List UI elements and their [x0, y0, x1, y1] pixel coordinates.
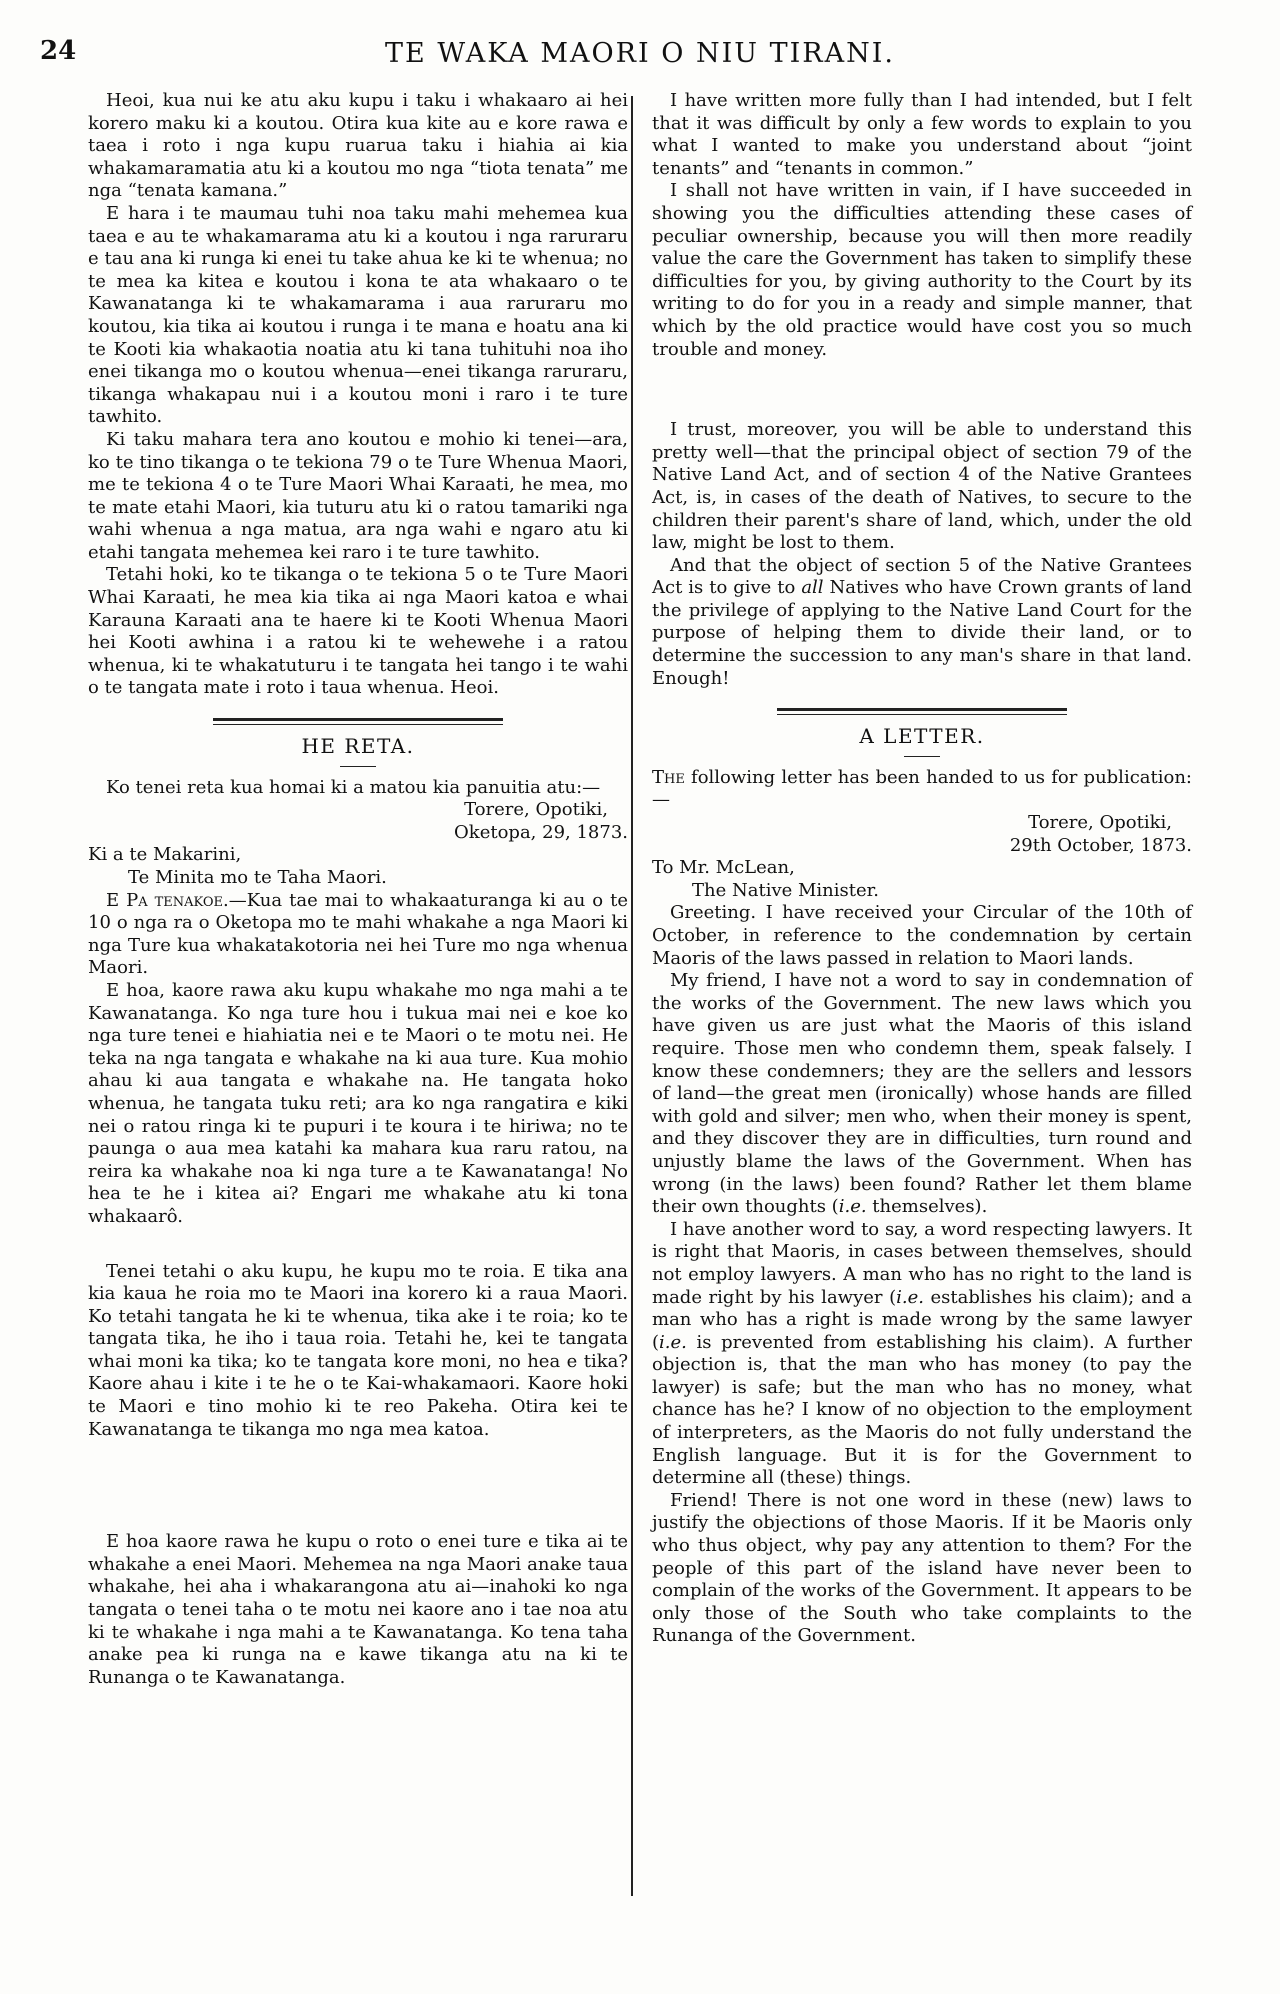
letter-recipient: Ki a te Makarini, — [88, 844, 242, 866]
letter-text: —Kua tae mai to whakaaturanga ki au o te 10 o nga ra o Oketopa mo te mahi whakahe a nga Maori ki nga Ture kua whakatakotoria nei hei Ture mo nga whenua Maori. — [88, 889, 628, 979]
italic-run: i.e. — [896, 1286, 924, 1308]
text-run: following letter has been handed to us for publication:— — [652, 766, 1192, 811]
letter-paragraph — [652, 1219, 1192, 1490]
paragraph: I have written more fully than I had intended, but I felt that it was difficult by only a few words to explain to you what I wanted to make you understand about “joint tenants” and “tenants in common.” — [652, 90, 1192, 179]
letter-recipient-title: The Native Minister. — [692, 879, 879, 901]
text-run: And that the object of section 5 of the Native Grantees Act is to give to — [652, 554, 1192, 599]
page-header — [0, 36, 1280, 76]
text-run: establishes his claim); and a man who has a right is made wrong by the same lawyer ( — [652, 1286, 1192, 1353]
column-divider — [631, 96, 633, 1896]
greeting: E Pa tenakoe. — [106, 889, 229, 911]
letter-recipient-title: Te Minita mo te Taha Maori. — [128, 867, 387, 888]
italic-run: all — [801, 577, 824, 599]
letter-paragraph: Tenei tetahi o aku kupu, he kupu mo te roia. E tika ana kia kaua he roia mo te Maori ina korero ki a raua Maori. Ko tetahi tangata he ki te whenua, tika ake i te roia; ko te tangata tika, he iho i taua roia. Tetahi he, kei te tangata whai moni ka tika; ko te tangata kore moni, no hea e tika? Kaore ahau i kite i te he o te Kai-whakamaori. Kaore hoki te Maori e tino mohio ki te reo Pakeha. Otira kei te Kawanatanga te tikanga mo nga mea katoa. — [88, 1260, 628, 1440]
italic-run: i.e. — [659, 1331, 687, 1353]
maori-column — [88, 90, 628, 1689]
newspaper-title: TE WAKA MAORI O NIU TIRANI. — [385, 38, 895, 69]
section-title: HE RETA. — [301, 734, 415, 759]
letter-paragraph — [88, 890, 628, 980]
text-run: My friend, I have not a word to say in condemnation of the works of the Government. The new laws which you have given us are just what the Maoris of this island require. Those men who condemn them, speak falsely. I know these condemners; they are the sellers and lessors of land—the great men (ironically) whose hands are filled with gold and silver; men who, when their money is spent, and they discover they are in difficulties, turn round and unjustly blame the laws of the Government. When has wrong (in the laws) been found? Rather let them blame their own thoughts ( — [652, 970, 1192, 1218]
small-caps-run: The — [652, 766, 685, 788]
title-rule — [340, 766, 376, 767]
paragraph: E hara i te maumau tuhi noa taku mahi mehemea kua taea e au te whakamarama atu ki a koutou i nga raruraru e tau ana ki runga ki enei tu take ahua ke ki te whenua; no te mea ka kitea e koutou i kona te ata whakaaro o te Kawanatanga ki te whakamarama i aua raruraru mo koutou, kia tika ai koutou i runga i te mana e hoatu ana ki te Kooti kia whakaotia noatia atu ki tana tuhituhi noa iho enei tikanga mo o koutou whenua—enei tikanga raruraru, tikanga whakapau nui i a koutou moni i raro i te ture tawhito. — [88, 202, 628, 428]
paragraph: Tetahi hoki, ko te tikanga o te tekiona 5 o te Ture Maori Whai Karaati, he mea kia tika ai nga Maori katoa e whai Karauna Karaati ana te haere ki te Kooti Whenua Maori hei Kooti awhina i a ratou ki te wehewehe i a ratou whenua, ki te whakatuturu i te tangata hei tango i te wahi o te tangata mate i roto i taua whenua. Heoi. — [88, 564, 628, 699]
text-run: is prevented from establishing his claim). A further objection is, that the man who has money (to pay the lawyer) is safe; but the man who has no money, what chance has he? I know of no objection to the employment of interpreters, as the Maoris do not fully understand the English language. But it is for the Government to determine all (these) things. — [652, 1331, 1192, 1489]
letter-paragraph: Friend! There is not one word in these (new) laws to justify the objections of those Maoris. If it be Maoris only who thus object, why pay any attention to them? For the people of this part of the island have never been to complain of the works of the Government. It appears to be only those of the South who take complaints to the Runanga of the Government. — [652, 1489, 1192, 1647]
paragraph: I trust, moreover, you will be able to understand this pretty well—that the principal object of section 79 of the Native Land Act, and of section 4 of the Native Grantees Act, is, in cases of the death of Natives, to secure to the children their parent's share of land, which, under the old law, might be lost to them. — [652, 419, 1192, 554]
italic-run: i.e. — [838, 1196, 867, 1218]
letter-paragraph: E hoa, kaore rawa aku kupu whakahe mo nga mahi a te Kawanatanga. Ko nga ture hou i tukua mai nei e koe ko nga ture tenei e hiahiatia nei e te Maori o te motu nei. He teka na nga tangata e whakahe na ki aua ture. Kua mohio ahau ki aua tangata e whakahe na. He tangata hoko whenua, he tangata tuku reti; ara ko nga rangatira e kiki nei o ratou ringa ki te pupuri i te koura i te hiriwa; no te paunga o aua mea katahi ka mahara kua raru ratou, na reira ka whakahe noa ki nga ture a te Kawanatanga! No hea te he i kitea ai? Engari me whakahe atu ki tona whakaarô. — [88, 979, 628, 1227]
paragraph: I shall not have written in vain, if I have succeeded in showing you the difficulties attending these cases of peculiar ownership, because you will then more readily value the care the Government has taken to simplify these difficulties for you, by giving authority to the Court by its writing to do for you in a ready and simple manner, that which by the old practice would have cost you so much trouble and money. — [652, 180, 1192, 360]
text-run: Natives who have Crown grants of land the privilege of applying to the Native Land Court for the purpose of helping them to divide their land, or to determine the succession to any man's share in that land. Enough! — [652, 577, 1192, 689]
letter-intro — [652, 767, 1192, 812]
page-number: 24 — [40, 36, 77, 66]
letter-intro: Ko tenei reta kua homai ki a matou kia panuitia atu:— — [106, 776, 601, 798]
text-run: I have another word to say, a word respecting lawyers. It is right that Maoris, in cases between themselves, should not employ lawyers. A man who has no right to the land is made right by his lawyer ( — [652, 1218, 1192, 1308]
letter-date: 29th October, 1873. — [1009, 834, 1192, 856]
paragraph: Heoi, kua nui ke atu aku kupu i taku i whakaaro ai hei korero maku ki a koutou. Otira kua kite au e kore rawa e taea i roto i nga kupu ruarua taku i hiahia ai kia whakamaramatia atu ki a koutou mo nga “tiota tenata” me nga “tenata kamana.” — [88, 90, 628, 202]
section-rule — [213, 718, 503, 725]
paragraph — [652, 555, 1192, 691]
section-rule — [777, 708, 1067, 715]
letter-date: Oketopa, 29, 1873. — [454, 821, 628, 843]
letter-paragraph: Greeting. I have received your Circular of the 10th of October, in reference to the condemnation by certain Maoris of the laws passed in relation to Maori lands. — [652, 902, 1192, 969]
section-title: A LETTER. — [859, 724, 985, 749]
letter-paragraph: E hoa kaore rawa he kupu o roto o enei ture e tika ai te whakahe a enei Maori. Mehemea na nga Maori anake taua whakahe, hei aha i whakarangona atu ai—inahoki ko nga tangata o tenei taha o te motu nei kaore ano i tae noa atu ki te whakahe i nga mahi a te Kawanatanga. Ko tena taha anake pea ki runga na e kawe tikanga atu na ki te Runanga o te Kawanatanga. — [88, 1531, 628, 1688]
letter-address: Torere, Opotiki, — [464, 799, 608, 821]
letter-paragraph — [652, 970, 1192, 1219]
paragraph: Ki taku mahara tera ano koutou e mohio ki tenei—ara, ko te tino tikanga o te tekiona 79 o te Ture Whenua Maori, me te tekiona 4 o te Ture Maori Whai Karaati, he mea, mo te mate etahi Maori, kia tuturu atu ki o ratou tamariki nga wahi whenua a nga matua, ara nga wahi e ngaro atu ki etahi tangata mehemea kei raro i te ture tawhito. — [88, 428, 628, 563]
text-run: themselves). — [866, 1196, 988, 1218]
title-rule — [904, 756, 940, 757]
english-column — [652, 90, 1192, 1648]
letter-recipient: To Mr. McLean, — [652, 857, 795, 879]
letter-address: Torere, Opotiki, — [1028, 812, 1172, 834]
